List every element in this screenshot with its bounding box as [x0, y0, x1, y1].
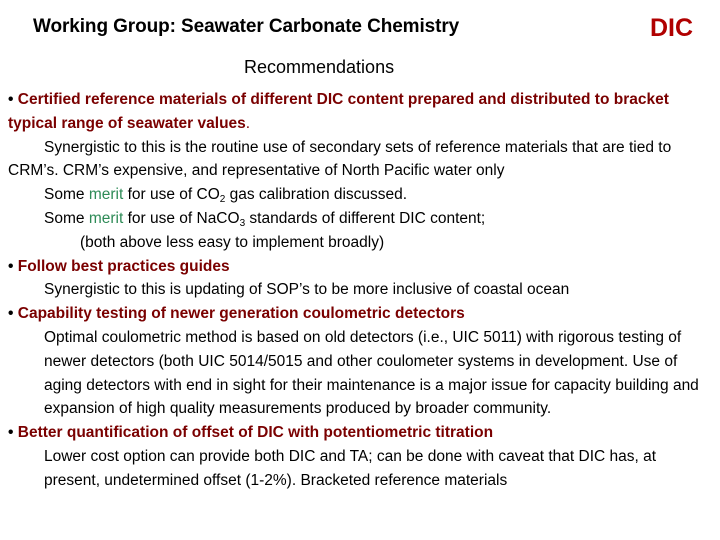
bullet-period: .	[245, 114, 251, 132]
sub-item: Some merit for use of NaCO$_3$ standards of different DIC content;	[44, 209, 486, 229]
merit-keyword: merit	[88, 186, 124, 204]
sub-text: Synergistic to this is updating of SOP’s to be more inclusive of coastal ocean	[44, 281, 570, 299]
sub-text: Lower cost option can provide both DIC and TA; can be done with caveat that DIC has, at present, undetermined offset (1-2%). Bracketed reference materials	[44, 447, 657, 489]
bullet-text: Certified reference materials of different DIC content prepared and distributed to bracket typical range of seawater values	[8, 91, 669, 132]
note-text: (both above less easy to implement broadly)	[80, 233, 385, 251]
merit-keyword: merit	[88, 209, 124, 227]
bullet-text: Follow best practices guides	[17, 257, 230, 275]
sub-text: Synergistic to this is the routine use of secondary sets of reference materials that are tied to CRM’s. CRM’s expensive, and representative of North Pacific water only	[8, 138, 672, 180]
bullet-text: Capability testing of newer generation coulometric detectors	[17, 305, 465, 323]
bullet-item	[8, 255, 716, 279]
bullet-icon: •	[8, 424, 14, 442]
bullet-text: Better quantification of offset of DIC with potentiometric titration	[17, 424, 494, 442]
header-title: Working Group: Seawater Carbonate Chemistry	[33, 16, 460, 37]
sub-text: Optimal coulometric method is based on old detectors (i.e., UIC 5011) with rigorous testing of newer detectors (both UIC 5014/5015 and other coulometer systems in development. Use of aging detectors with end in sight for their maintenance is a major issue for capacity building and expansion of high quality measurements produced by broader community.	[44, 328, 699, 418]
header-subtitle: Recommendations	[244, 57, 395, 77]
bullet-item	[8, 88, 716, 136]
slide-content	[8, 88, 716, 493]
sub-item	[8, 136, 716, 184]
bullet-icon: •	[8, 305, 14, 323]
bullet-item	[8, 421, 716, 445]
sub-item: Some merit for use of $CO_2$ gas calibration discussed.	[44, 186, 408, 206]
bullet-item	[8, 302, 716, 326]
header-tag: DIC	[650, 14, 694, 42]
bullet-icon: •	[8, 91, 14, 108]
bullet-icon: •	[8, 257, 14, 275]
